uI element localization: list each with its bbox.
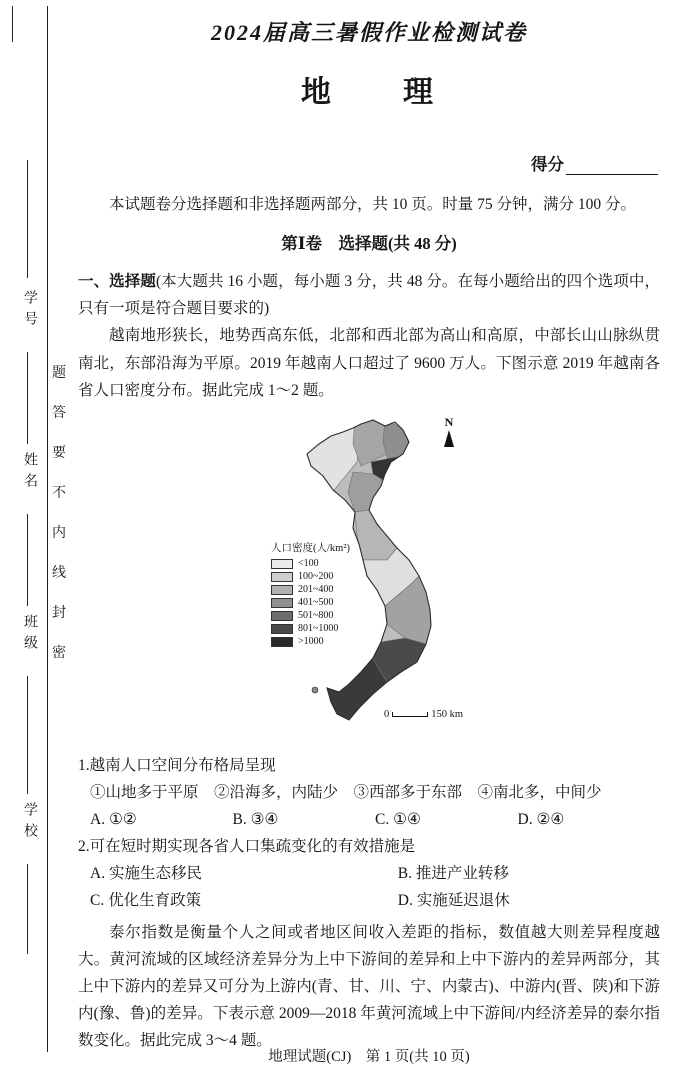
section-instructions [78,268,660,322]
legend-swatch [271,572,293,582]
field-write-line [27,864,28,954]
legend-label: 501~800 [298,609,334,621]
choice-c: C. 优化生育政策 [90,892,202,910]
binding-line [47,6,48,1052]
legend-label: 401~500 [298,596,334,608]
seal-character: 要 [52,446,66,461]
map-legend [271,540,363,650]
legend-label: >1000 [298,635,324,647]
choice-d: D. 实施延迟退休 [397,892,510,910]
legend-title: 人口密度(人/km²) [271,542,350,554]
legend-label: <100 [298,557,319,569]
choice-b: B. ③④ [232,811,279,828]
choice-a: A. 实施生态移民 [90,865,202,883]
question-1-stem: 1.越南人口空间分布格局呈现 [78,756,276,774]
margin-field-name: 姓名 [22,452,37,494]
volume-header: 第Ⅰ卷 选择题(共 48 分) [281,234,457,254]
seal-character: 封 [52,606,66,621]
vietnam-map-figure [269,414,469,746]
question-1 [78,752,660,833]
margin-field-class: 班级 [22,614,37,656]
field-write-line [27,676,28,794]
section-rest: (本大题共 16 小题，每小题 3 分，共 48 分。在每小题给出的四个选项中，只有一项是符合题目要求的) [78,273,660,318]
scale-end-label: 150 km [431,708,463,720]
map-scale-bar [384,709,463,720]
margin-field-school: 学校 [22,802,37,844]
score-blank-line [566,156,658,175]
seal-character: 线 [52,566,66,581]
question-2 [78,833,660,914]
subject-title: 地 理 [301,76,437,109]
legend-swatch [271,585,293,595]
legend-row [271,585,363,595]
legend-swatch [271,598,293,608]
legend-label: 201~400 [298,583,334,595]
score-label: 得分 [531,155,564,174]
legend-row [271,624,363,634]
legend-swatch [271,611,293,621]
passage-theil-index: 泰尔指数是衡量个人之间或者地区间收入差距的指标，数值越大则差异程度越大。黄河流域的区域经济差异分为上中下游间的差异和上中下游内的差异两部分，其上中下游内的差异又可分为上游内(青、甘、川、宁、内蒙古)、中游内(晋、陕)和下游内(豫、鲁)的差异。下表示意 2009—2018 年黄河流域上中下游间/内经济差异的泰尔指数变化。据此完成 3～4 题。 [78,923,660,1049]
seal-character: 密 [52,646,66,661]
exam-title: 2024届高三暑假作业检测试卷 [210,20,527,45]
corner-mark-line [12,6,13,42]
compass-n-label: N [444,414,454,429]
seal-character: 不 [52,486,66,501]
page-footer: 地理试题(CJ) 第 1 页(共 10 页) [268,1049,470,1065]
passage-vietnam: 越南地形狭长，地势西高东低，北部和西北部为高山和高原，中部长山山脉纵贯南北，东部沿海为平原。2019 年越南人口超过了 9600 万人。下图示意 2019 年越南各省人口密度分布。据此完成 1～2 题。 [78,327,660,399]
north-arrow [439,416,459,447]
choice-d: D. ②④ [517,811,565,828]
legend-row [271,572,363,582]
question-2-stem: 2.可在短时期实现各省人口集疏变化的有效措施是 [78,838,416,856]
margin-field-student-number: 学号 [22,290,37,332]
question-1-choices [78,806,660,833]
section-lead: 一、选择题 [78,273,156,291]
legend-swatch [271,624,293,634]
legend-row [271,637,363,647]
north-arrow-icon [444,430,454,447]
legend-label: 801~1000 [298,622,339,634]
seal-character: 题 [52,366,66,381]
intro-paragraph: 本试题卷分选择题和非选择题两部分，共 10 页。时量 75 分钟，满分 100 分。 [109,196,637,213]
legend-row [271,559,363,569]
seal-character: 答 [52,406,66,421]
seal-character: 内 [52,526,66,541]
choice-c: C. ①④ [375,811,421,828]
question-1-suboptions: ①山地多于平原 ②沿海多，内陆少 ③西部多于东部 ④南北多，中间少 [90,783,602,801]
legend-row [271,598,363,608]
exam-content [78,0,660,1054]
legend-row [271,611,363,621]
choice-a: A. ①② [90,811,137,828]
field-write-line [27,514,28,606]
field-write-line [27,352,28,444]
legend-swatch [271,637,293,647]
score-row [78,151,660,175]
question-2-choices [78,860,660,914]
scale-start-label: 0 [383,708,390,720]
legend-label: 100~200 [298,570,334,582]
choice-b: B. 推进产业转移 [397,865,509,883]
legend-swatch [271,559,293,569]
field-write-line [27,160,28,278]
scale-line [392,712,428,717]
